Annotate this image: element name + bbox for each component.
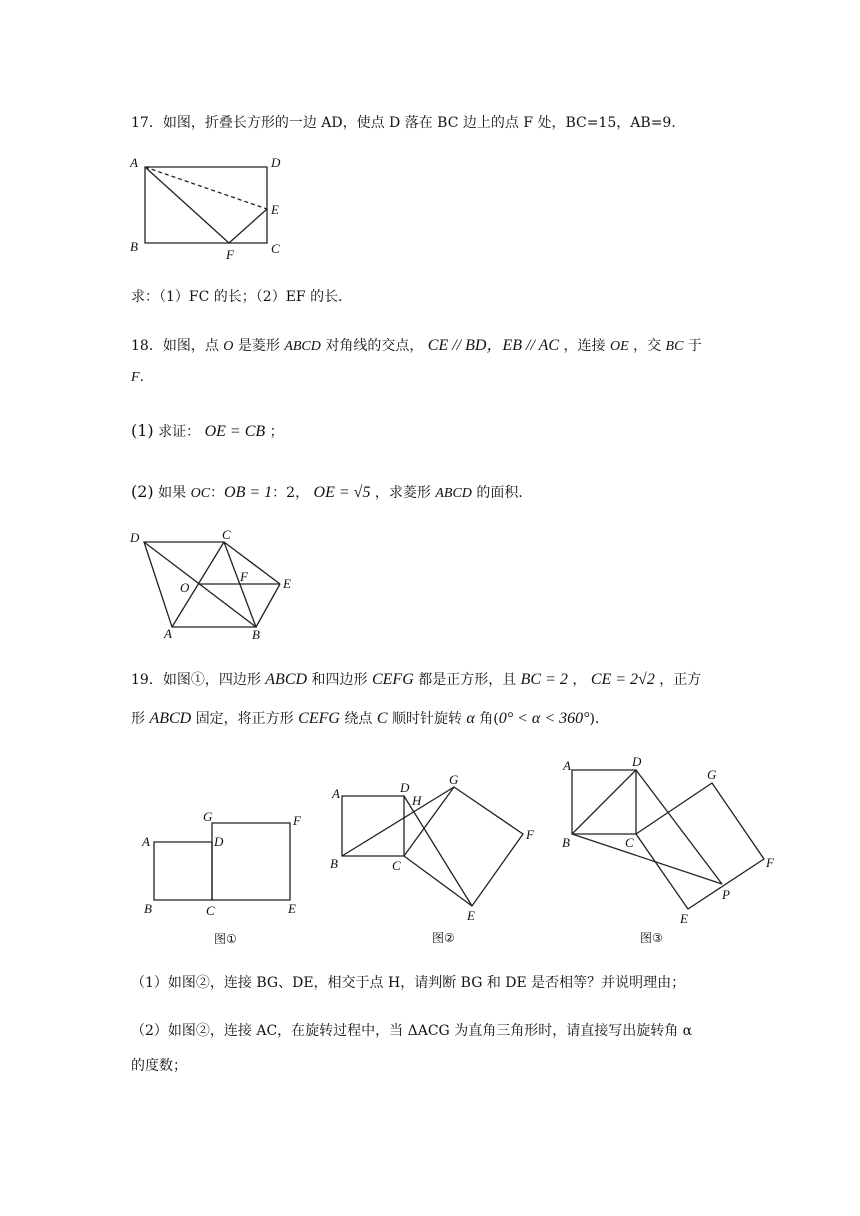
fig2-label-e: E: [467, 908, 475, 923]
q17-label-f: F: [226, 247, 234, 262]
fig3-label-f: F: [766, 855, 774, 870]
q18-figure: [128, 526, 303, 646]
fig3-label-a: A: [563, 758, 571, 773]
q19-figure-3: [556, 752, 786, 952]
fig3-label-b: B: [562, 835, 570, 850]
q19-figure-1: [140, 805, 320, 950]
q18-part1: (1) 求证： OE = CB ；: [131, 421, 284, 440]
fig1-caption: 图①: [214, 932, 237, 946]
fig3-caption: 图③: [640, 931, 663, 945]
fig2-label-f: F: [526, 827, 534, 842]
q19-ask1: （1）如图②，连接 BG、DE，相交于点 H，请判断 BG 和 DE 是否相等？并说明理由；: [131, 975, 686, 991]
fig3-label-g: G: [707, 767, 717, 782]
q18-part2: (2) 如果 OC：OB = 1：2， OE = √5 ，求菱形 ABCD 的面积．: [131, 482, 533, 501]
fig2-label-d: D: [400, 780, 410, 795]
q19-line1: 19．如图①，四边形 ABCD 和四边形 CEFG 都是正方形，且 BC = 2 ， CE = 2√2 ，正方: [131, 671, 702, 688]
q18-line2: F．: [131, 370, 154, 385]
q17-label-e: E: [271, 202, 279, 217]
q17-label-d: D: [271, 155, 281, 170]
q17-figure: [128, 152, 288, 262]
fig1-label-d: D: [214, 834, 224, 849]
q19-figure-2: [328, 770, 543, 950]
q19-ask2-line2: 的度数；: [131, 1058, 187, 1074]
fig1-label-g: G: [203, 809, 213, 824]
fig3-label-e: E: [680, 911, 688, 926]
q18-label-o: O: [180, 580, 190, 595]
fig1-label-b: B: [144, 901, 152, 916]
q17-label-c: C: [271, 241, 280, 256]
q18-label-b: B: [252, 627, 260, 642]
q17-text: 17．如图，折叠长方形的一边 AD，使点 D 落在 BC 边上的点 F 处，BC=15，AB=9.: [131, 115, 676, 131]
q18-label-d: D: [130, 530, 140, 545]
q18-label-f: F: [240, 569, 248, 584]
q19-ask2-line1: （2）如图②，连接 AC，在旋转过程中，当 ΔACG 为直角三角形时，请直接写出旋转角 α: [131, 1023, 693, 1039]
fig3-label-p: P: [722, 887, 730, 902]
q17-ask: 求：（1）FC 的长；（2）EF 的长．: [131, 289, 353, 305]
q18-label-e: E: [283, 576, 291, 591]
q18-line1: 18．如图，点 O 是菱形 ABCD 对角线的交点， CE // BD，EB // AC ，连接 OE ，交 BC 于: [131, 337, 702, 354]
q17-label-a: A: [130, 155, 138, 170]
fig2-label-h: H: [412, 793, 422, 808]
fig2-label-g: G: [449, 772, 459, 787]
fig3-label-c: C: [625, 835, 634, 850]
q17-label-b: B: [130, 239, 138, 254]
fig3-label-d: D: [632, 754, 642, 769]
fig1-label-e: E: [288, 901, 296, 916]
fig2-label-b: B: [330, 856, 338, 871]
fig1-label-c: C: [206, 903, 215, 918]
fig2-caption: 图②: [432, 931, 455, 945]
q18-label-c: C: [222, 527, 231, 542]
q19-line2: 形 ABCD 固定，将正方形 CEFG 绕点 C 顺时针旋转 α 角(0° < α < 360°)．: [131, 710, 609, 727]
fig1-label-a: A: [142, 834, 150, 849]
fig1-label-f: F: [293, 813, 301, 828]
fig2-label-a: A: [332, 786, 340, 801]
fig2-label-c: C: [392, 858, 401, 873]
q18-label-a: A: [164, 626, 172, 641]
